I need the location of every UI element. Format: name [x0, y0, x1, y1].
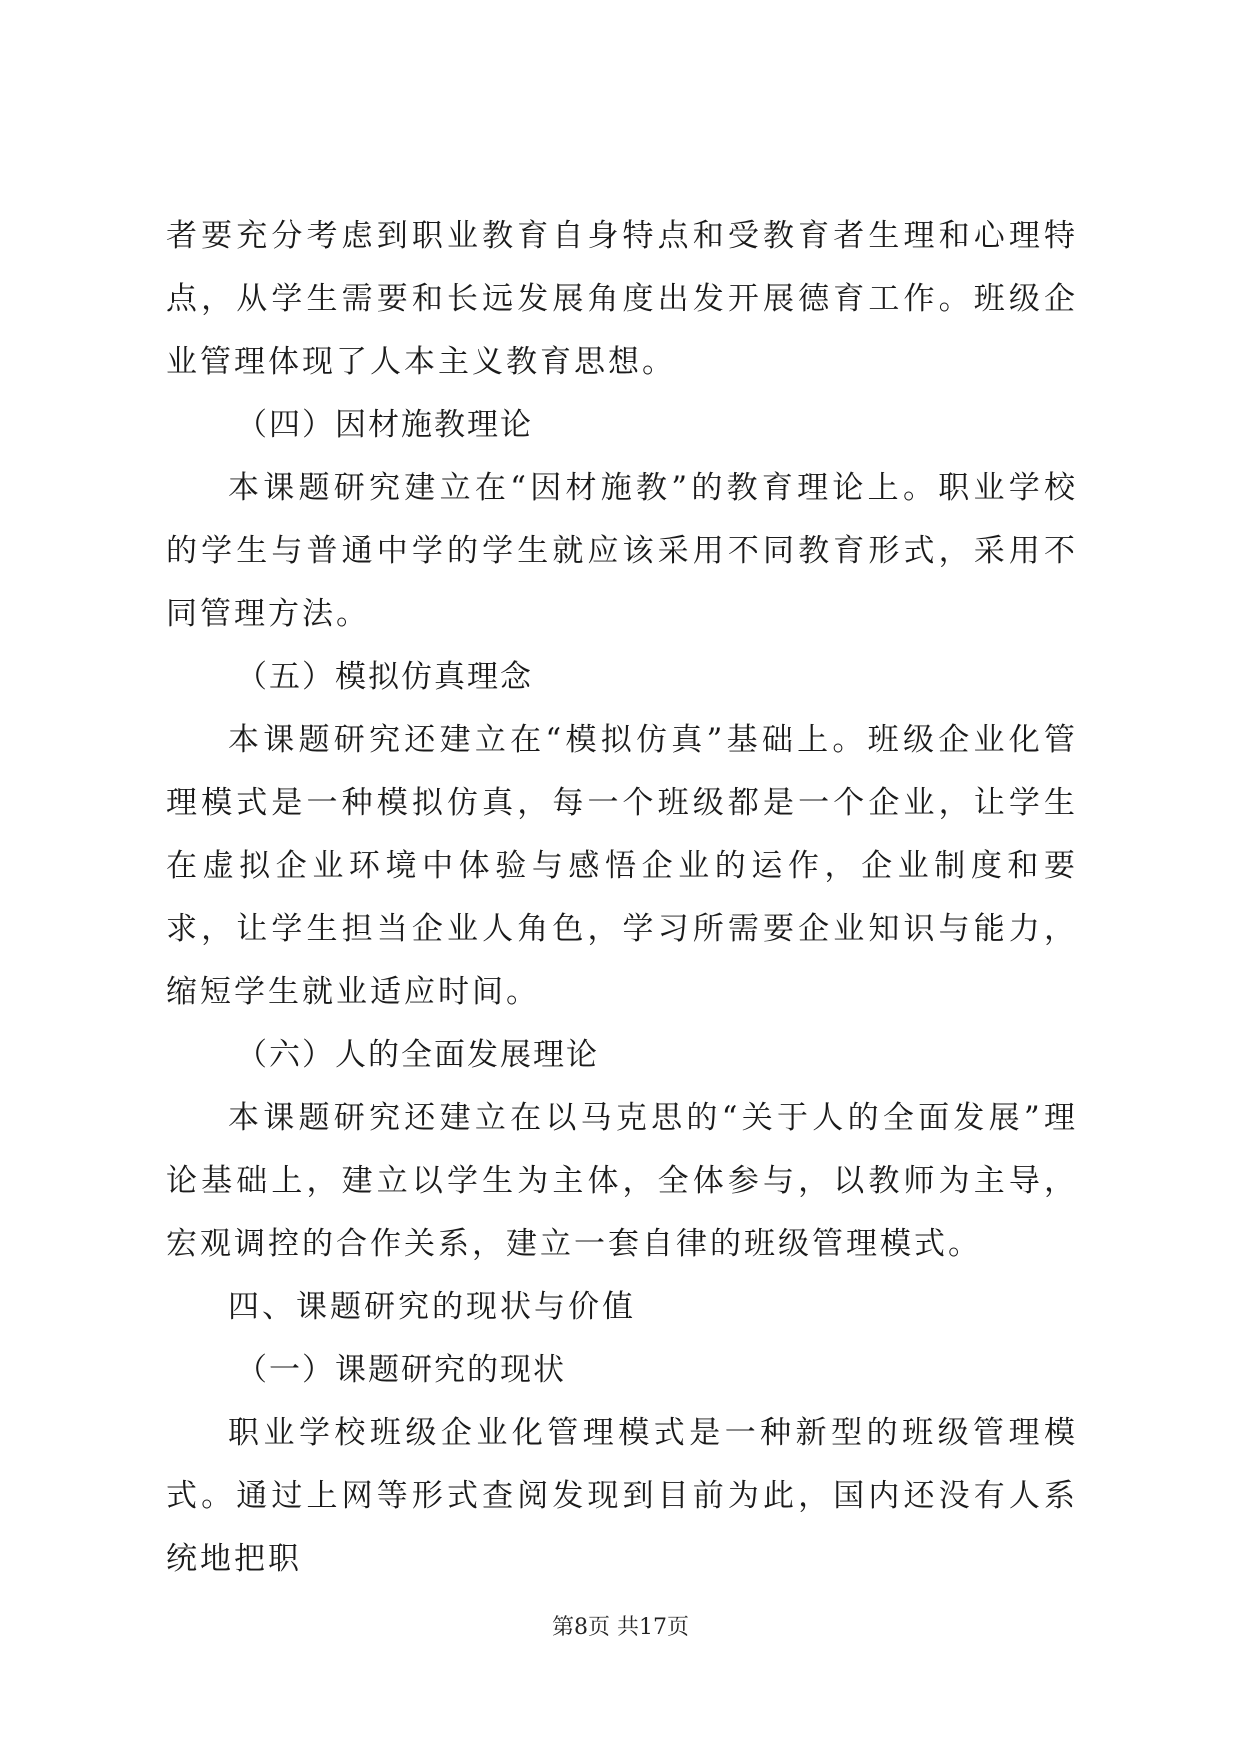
- page-footer: 第8页 共17页: [552, 1615, 689, 1640]
- subheading-5: （五）模拟仿真理念: [236, 659, 533, 695]
- subheading-6: （六）人的全面发展理论: [236, 1037, 599, 1073]
- subheading-4: （四）因材施教理论: [236, 407, 533, 443]
- paragraph-continuation: 者要充分考虑到职业教育自身特点和受教育者生理和心理特点，从学生需要和长远发展角度出发开展德育工作。班级企业管理体现了人本主义教育思想。: [166, 218, 1078, 380]
- paragraph: 职业学校班级企业化管理模式是一种新型的班级管理模式。通过上网等形式查阅发现到目前为此，国内还没有人系统地把职: [166, 1415, 1078, 1577]
- section-heading: 四、课题研究的现状与价值: [228, 1289, 636, 1325]
- body-text: [166, 205, 1078, 1591]
- paragraph: 本课题研究还建立在以马克思的“关于人的全面发展”理论基础上，建立以学生为主体，全体参与，以教师为主导，宏观调控的合作关系，建立一套自律的班级管理模式。: [166, 1100, 1078, 1262]
- paragraph: 本课题研究建立在“因材施教”的教育理论上。职业学校的学生与普通中学的学生就应该采用不同教育形式，采用不同管理方法。: [166, 470, 1078, 632]
- paragraph: 本课题研究还建立在“模拟仿真”基础上。班级企业化管理模式是一种模拟仿真，每一个班级都是一个企业，让学生在虚拟企业环境中体验与感悟企业的运作，企业制度和要求，让学生担当企业人角色，学习所需要企业知识与能力，缩短学生就业适应时间。: [166, 722, 1078, 1010]
- subheading-1: （一）课题研究的现状: [236, 1352, 566, 1388]
